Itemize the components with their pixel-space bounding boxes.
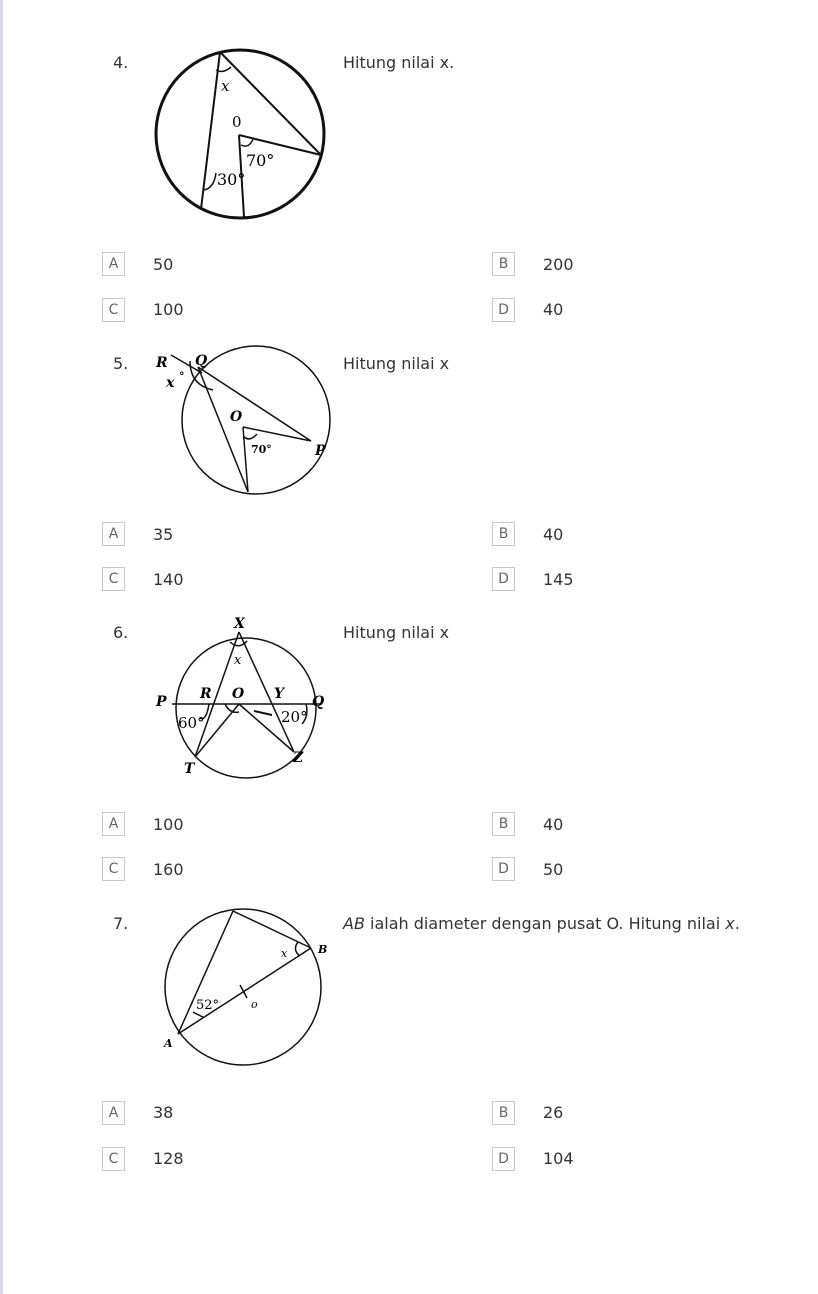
q4-label-70: 70° bbox=[246, 151, 275, 170]
q5-option-a-letter[interactable]: A bbox=[102, 522, 125, 546]
question-6-text: Hitung nilai x bbox=[343, 623, 450, 642]
q7-center-tick bbox=[240, 985, 247, 998]
q7-option-d-value[interactable]: 104 bbox=[543, 1149, 574, 1168]
q6-option-b-letter[interactable]: B bbox=[492, 812, 515, 836]
q7-label-52: 52° bbox=[196, 998, 220, 1013]
q6-option-b-value[interactable]: 40 bbox=[543, 815, 564, 834]
q4-option-a-letter[interactable]: A bbox=[102, 252, 125, 276]
q5-option-d-value[interactable]: 145 bbox=[543, 570, 574, 589]
q5-label-r: R bbox=[156, 355, 168, 371]
q5-label-q: Q bbox=[195, 353, 208, 369]
q5-option-c-value[interactable]: 140 bbox=[153, 570, 184, 589]
q6-option-c-letter[interactable]: C bbox=[102, 857, 125, 881]
q4-circle bbox=[156, 50, 324, 218]
q7-option-a-letter[interactable]: A bbox=[102, 1101, 125, 1125]
q6-label-60: 60° bbox=[178, 714, 205, 732]
q6-label-Z: Z bbox=[293, 750, 304, 766]
q7-text-ab: AB bbox=[343, 914, 365, 933]
q4-label-o: 0 bbox=[232, 113, 242, 131]
question-5-text: Hitung nilai x bbox=[343, 354, 450, 373]
q4-label-x: x bbox=[221, 77, 230, 95]
q6-arrow bbox=[254, 711, 272, 715]
q6-option-a-letter[interactable]: A bbox=[102, 812, 125, 836]
q6-label-R: R bbox=[200, 686, 212, 702]
q7-option-d-letter[interactable]: D bbox=[492, 1147, 515, 1171]
q7-text-x: x bbox=[725, 914, 735, 933]
q5-label-deg: ° bbox=[179, 370, 185, 383]
q7-text-mid: ialah diameter dengan pusat O. Hitung nilai bbox=[364, 914, 726, 933]
q7-option-b-value[interactable]: 26 bbox=[543, 1103, 564, 1122]
q7-option-a-value[interactable]: 38 bbox=[153, 1103, 174, 1122]
q4-option-b-value[interactable]: 200 bbox=[543, 255, 574, 274]
q4-option-d-value[interactable]: 40 bbox=[543, 300, 564, 319]
q5-label-o: O bbox=[230, 409, 243, 425]
q7-label-A: A bbox=[164, 1037, 173, 1050]
q7-label-x: x bbox=[281, 947, 288, 960]
q6-label-X: X bbox=[234, 616, 245, 632]
q5-option-b-letter[interactable]: B bbox=[492, 522, 515, 546]
q5-label-p: P bbox=[315, 443, 326, 459]
q4-option-a-value[interactable]: 50 bbox=[153, 255, 174, 274]
q5-label-x: x bbox=[166, 375, 175, 391]
q4-option-c-value[interactable]: 100 bbox=[153, 300, 184, 319]
question-7-text bbox=[343, 914, 740, 933]
question-4-text: Hitung nilai x. bbox=[343, 53, 455, 72]
q6-option-d-value[interactable]: 50 bbox=[543, 860, 564, 879]
q4-option-c-letter[interactable]: C bbox=[102, 298, 125, 322]
q4-angle-arc-70 bbox=[241, 139, 253, 146]
q5-option-b-value[interactable]: 40 bbox=[543, 525, 564, 544]
q4-option-d-letter[interactable]: D bbox=[492, 298, 515, 322]
q6-label-T: T bbox=[184, 761, 195, 777]
q7-circle bbox=[165, 909, 321, 1065]
q5-option-c-letter[interactable]: C bbox=[102, 567, 125, 591]
question-7-figure bbox=[150, 905, 332, 1067]
q7-option-c-value[interactable]: 128 bbox=[153, 1149, 184, 1168]
q5-option-a-value[interactable]: 35 bbox=[153, 525, 174, 544]
q7-option-b-letter[interactable]: B bbox=[492, 1101, 515, 1125]
q6-label-Y: Y bbox=[274, 686, 284, 702]
q6-label-Q: Q bbox=[312, 694, 325, 710]
question-6-number: 6. bbox=[113, 623, 129, 642]
q7-option-c-letter[interactable]: C bbox=[102, 1147, 125, 1171]
question-6-figure bbox=[150, 612, 340, 780]
q7-text-end: . bbox=[734, 914, 740, 933]
q6-label-P: P bbox=[156, 694, 167, 710]
q6-option-d-letter[interactable]: D bbox=[492, 857, 515, 881]
q5-angle-arc-70 bbox=[244, 434, 257, 439]
q4-label-30: 30° bbox=[217, 170, 246, 189]
question-7-number: 7. bbox=[113, 914, 129, 933]
q5-option-d-letter[interactable]: D bbox=[492, 567, 515, 591]
question-5-number: 5. bbox=[113, 354, 129, 373]
q7-label-B: B bbox=[318, 943, 328, 956]
q6-label-20: 20° bbox=[281, 708, 308, 726]
q4-chord-right bbox=[220, 52, 321, 155]
q6-label-x: x bbox=[234, 653, 242, 668]
question-4-number: 4. bbox=[113, 53, 129, 72]
q6-angle-arc-o bbox=[225, 704, 239, 712]
left-border bbox=[0, 0, 3, 1294]
q6-option-c-value[interactable]: 160 bbox=[153, 860, 184, 879]
q7-label-o: o bbox=[251, 998, 258, 1011]
q4-option-b-letter[interactable]: B bbox=[492, 252, 515, 276]
question-4-figure bbox=[150, 45, 330, 223]
q7-angle-arc-x bbox=[295, 942, 300, 956]
q7-chord-b bbox=[233, 911, 311, 948]
q6-label-O: O bbox=[232, 686, 245, 702]
question-5-figure bbox=[150, 345, 335, 495]
q6-option-a-value[interactable]: 100 bbox=[153, 815, 184, 834]
q5-label-70: 70° bbox=[251, 443, 272, 456]
